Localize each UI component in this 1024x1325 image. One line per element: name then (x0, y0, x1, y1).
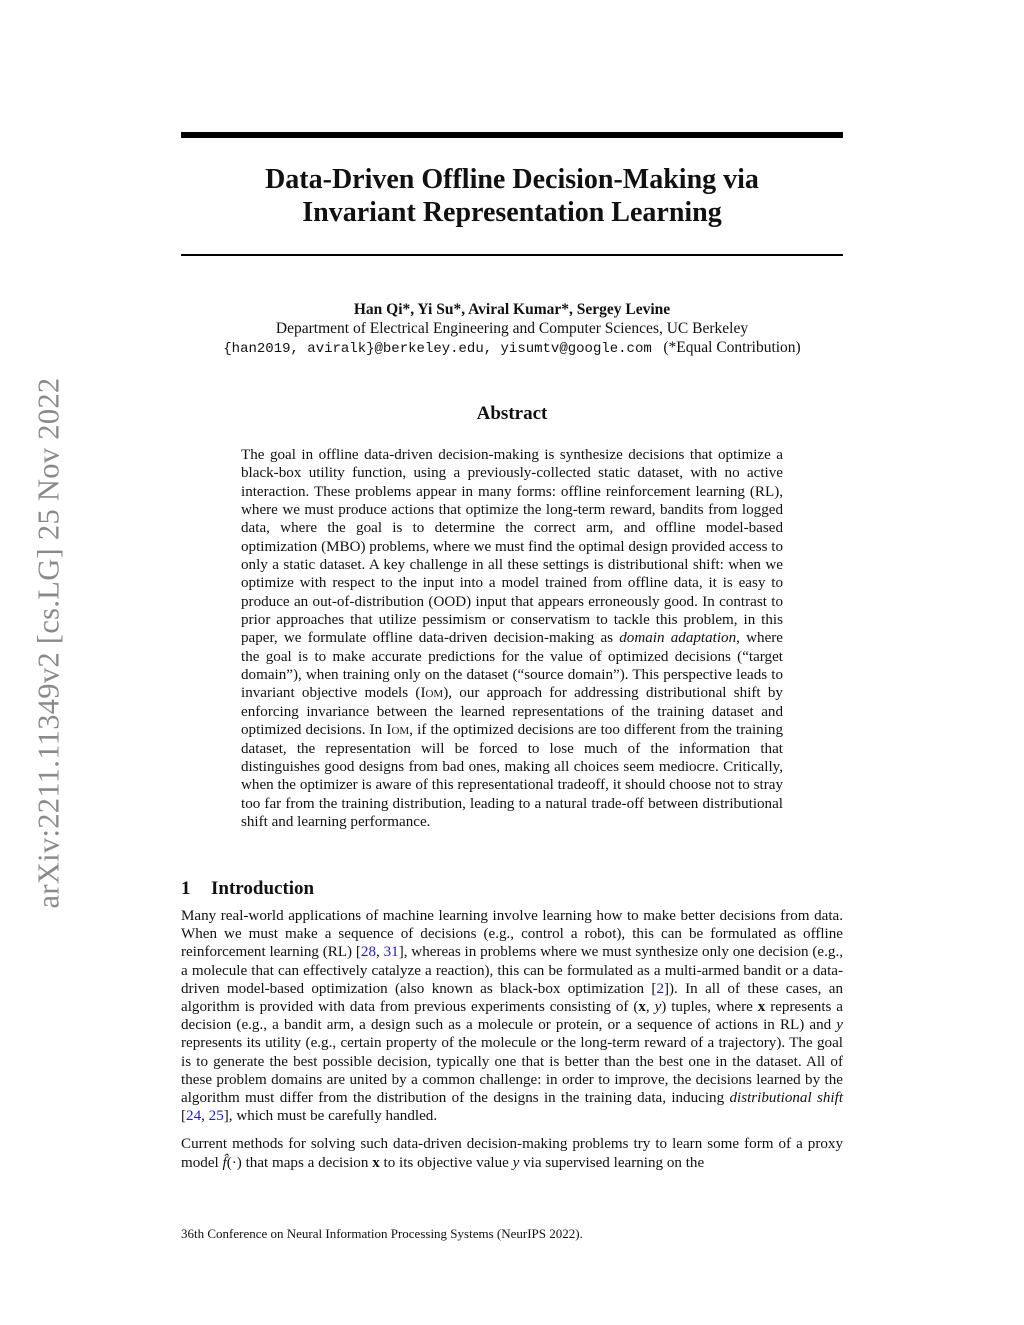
conference-footnote: 36th Conference on Neural Information Processing Systems (NeurIPS 2022). (181, 1226, 583, 1241)
intro-text: ]). In all of these cases, an algorithm is provided with data from previous experiments consisting of ( (181, 980, 844, 1016)
equal-contribution-note: (*Equal Contribution) (663, 339, 801, 356)
section-heading-introduction (181, 878, 843, 900)
arxiv-sidebar (30, 346, 68, 940)
intro-text: , (376, 944, 384, 961)
intro-text: represents its utility (e.g., certain property of the molecule or the long-term reward of a trajectory). The goal is to generate the best possible decision, typically one that is better than the best one in the dataset. All of these problem domains are united by a common challenge: in order to improve, the decisions learned by the algorithm must differ from the distribution of the designs in the training data, inducing (181, 1035, 843, 1107)
intro-text: Many real-world applications of machine learning involve learning how to make better decisions from data. When we must make a sequence of decisions (e.g., control a robot), this can be formulated as offline reinforcement learning (RL) [ (181, 908, 843, 961)
method-name: Iom (386, 722, 410, 739)
title-line-2: Invariant Representation Learning (302, 197, 722, 228)
math-symbol: x (372, 1154, 380, 1171)
math-symbol: x (638, 999, 646, 1016)
section-number: 1 (181, 878, 191, 899)
intro-paragraph-1 (181, 907, 843, 1125)
author-block (150, 300, 874, 359)
math-symbol: x (757, 999, 766, 1016)
math-symbol: f̂ (222, 1154, 227, 1171)
intro-paragraph-2 (181, 1135, 843, 1171)
title-line-1: Data-Driven Offline Decision-Making via (265, 164, 759, 195)
intro-text: ) tuples, where (661, 999, 758, 1016)
math-symbol: , (645, 999, 655, 1016)
author-names: Han Qi*, Yi Su*, Aviral Kumar*, Sergey Levine (353, 301, 671, 318)
intro-text: [ (181, 1108, 187, 1125)
introduction-body (181, 907, 843, 1182)
abstract-emphasis: domain adaptation (619, 630, 737, 647)
paper-title (181, 163, 843, 229)
citation-link[interactable]: 31 (383, 944, 399, 961)
contact-row (150, 338, 874, 359)
intro-text: represents a decision (e.g., a bandit arm, a design such as a molecule or protein, or a sequence of actions in RL) and (181, 999, 843, 1034)
title-bottom-rule (181, 254, 843, 256)
method-name: Iom (420, 685, 444, 702)
intro-text: , (201, 1108, 209, 1125)
abstract-heading: Abstract (476, 403, 548, 424)
intro-text: via supervised learning on the (519, 1154, 705, 1171)
abstract-text: ), our approach for addressing distributional shift by enforcing invariance between the learned representations of the training dataset and optimized decisions. In (241, 685, 783, 739)
citation-link[interactable]: 24 (186, 1108, 202, 1125)
abstract-text: , if the optimized decisions are too different from the training dataset, the representation will be forced to lose much of the information that distinguishes good designs from bad ones, making all choices seem mediocre. Critically, when the optimizer is aware of this representational tradeoff, it should choose not to stray too far from the training distribution, leading to a natural trade-off between distributional shift and learning performance. (241, 722, 784, 830)
intro-text: ], whereas in problems where we must synthesize only one decision (e.g., a molecule that can effectively catalyze a reaction), this can be formulated as a multi-armed bandit or a data-driven model-based optimization (also known as black-box optimization [ (181, 944, 843, 997)
author-emails: {han2019, aviralk}@berkeley.edu, yisumtv@google.com (223, 341, 652, 357)
section-title: Introduction (211, 878, 315, 899)
intro-text: Current methods for solving such data-driven decision-making problems try to learn some form of a proxy model (181, 1136, 843, 1171)
abstract-text: , where the goal is to make accurate predictions for the value of optimized decisions (“target domain”), when training only on the dataset (“source domain”). This perspective leads to invariant objective models ( (241, 630, 784, 702)
citation-link[interactable]: 2 (656, 980, 664, 997)
math-symbol: y (654, 999, 662, 1016)
math-symbol: y (836, 1017, 843, 1034)
math-symbol: y (512, 1154, 520, 1171)
intro-text: to its objective value (379, 1154, 513, 1171)
intro-text: that maps a decision (241, 1154, 373, 1171)
math-symbol: (·) (226, 1154, 242, 1171)
abstract-text: The goal in offline data-driven decision-making is synthesize decisions that optimize a black-box utility function, using a previously-collected static dataset, with no active interaction. These problems appear in many forms: offline reinforcement learning (RL), where we must produce actions that optimize the long-term reward, bandits from logged data, where the goal is to determine the correct arm, and offline model-based optimization (MBO) problems, where we must find the optimal design provided access to only a static dataset. A key challenge in all these settings is distributional shift: when we optimize with respect to the input into a model trained from offline data, it is easy to produce an out-of-distribution (OOD) input that appears erroneously good. In contrast to prior approaches that utilize pessimism or conservatism to tackle this problem, in this paper, we formulate offline data-driven decision-making as (241, 447, 784, 647)
abstract-body (241, 446, 783, 831)
citation-link[interactable]: 25 (208, 1108, 224, 1125)
arxiv-identifier: arXiv:2211.11349v2 [cs.LG] 25 Nov 2022 (31, 377, 66, 909)
affiliation: Department of Electrical Engineering and Computer Sciences, UC Berkeley (275, 320, 749, 337)
intro-text: ], which must be carefully handled. (223, 1108, 438, 1125)
intro-emphasis: distributional shift (729, 1090, 844, 1107)
citation-link[interactable]: 28 (360, 944, 376, 961)
title-top-rule (181, 132, 843, 138)
